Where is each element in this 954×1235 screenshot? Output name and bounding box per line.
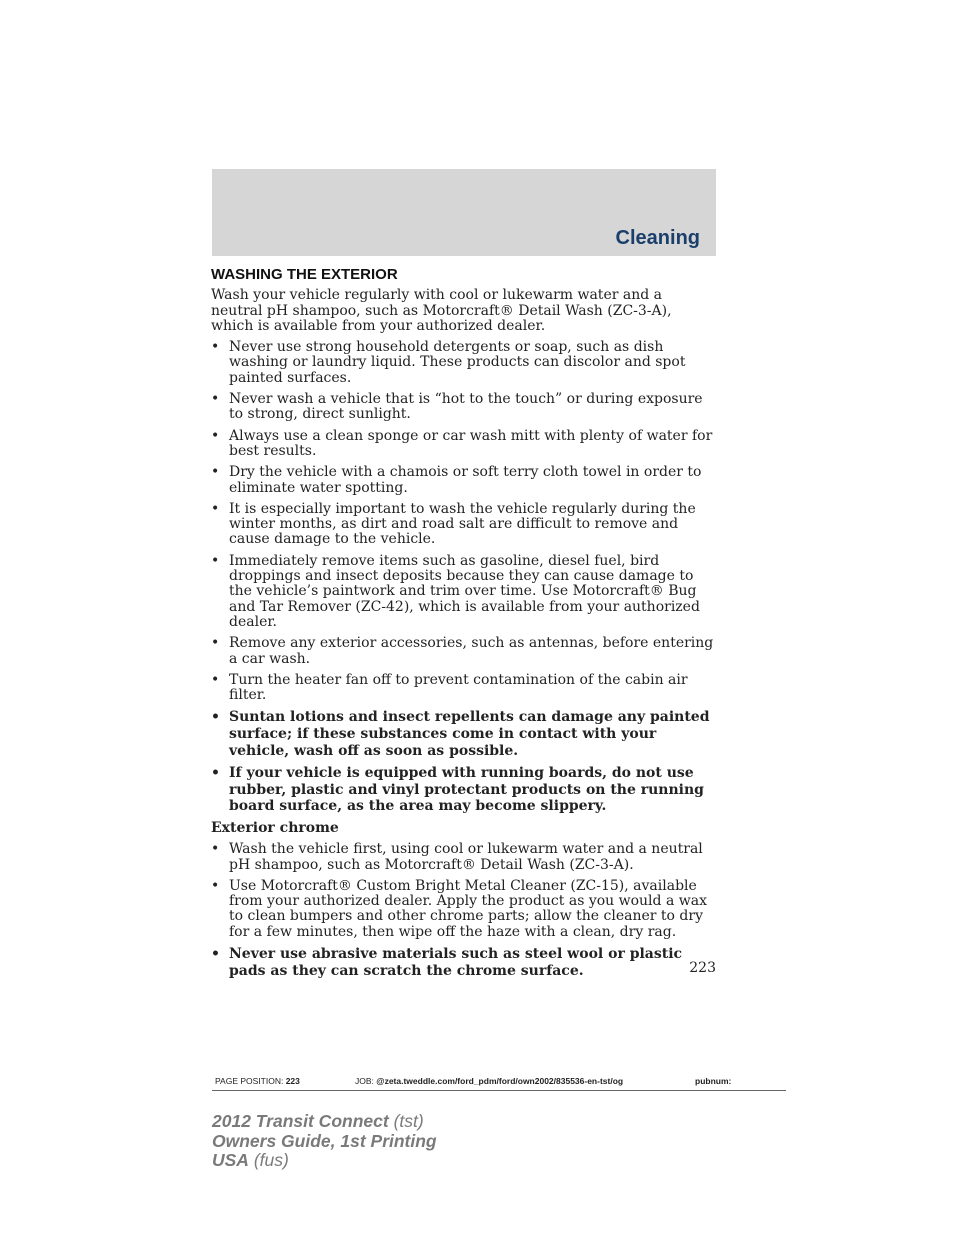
list-item [211, 842, 716, 873]
list-item-text: Always use a clean sponge or car wash mitt with plenty of water for best results. [229, 427, 713, 459]
section-heading: WASHING THE EXTERIOR [211, 266, 398, 283]
bullet-dot: • [211, 391, 220, 408]
intro-paragraph: Wash your vehicle regularly with cool or lukewarm water and a neutral pH shampoo, such as Motorcraft® Detail Wash (ZC-3-A), which is available from your authorized dealer. [211, 287, 672, 334]
bullet-dot: • [211, 877, 220, 894]
list-item-text: Never use abrasive materials such as steel wool or plastic pads as they can scratch the chrome surface. [229, 946, 683, 979]
list-item [211, 465, 716, 496]
footer-divider [212, 1090, 786, 1091]
bullet-dot: • [211, 552, 220, 569]
list-item [211, 765, 716, 815]
bullet-dot: • [211, 427, 220, 444]
bullet-dot: • [211, 765, 220, 782]
bullet-dot: • [211, 339, 220, 356]
list-item-text: If your vehicle is equipped with running boards, do not use rubber, plastic and vinyl protectant products on the running board surface, as the area may become slippery. [229, 765, 704, 815]
list-item-text: Use Motorcraft® Custom Bright Metal Cleaner (ZC-15), available from your authorized dealer. Apply the product as you would a wax to clean bumpers and other chrome parts; allow the cleaner to dry for a few minutes, then wipe off the haze with a clean, dry rag. [229, 877, 707, 940]
page-position: PAGE POSITION: 223 [215, 1076, 300, 1086]
list-item [211, 636, 716, 667]
list-item-text: Dry the vehicle with a chamois or soft terry cloth towel in order to eliminate water spotting. [229, 464, 702, 496]
list-item [211, 879, 716, 940]
guide-edition: Owners Guide, 1st Printing [212, 1130, 437, 1151]
model-code: (tst) [393, 1111, 424, 1131]
bullet-dot: • [211, 709, 220, 726]
bullet-dot: • [211, 635, 220, 652]
chapter-header-band [212, 169, 716, 256]
list-item [211, 709, 716, 759]
model-name: 2012 Transit Connect [212, 1111, 389, 1131]
list-item-text: It is especially important to wash the vehicle regularly during the winter months, as dirt and road salt are difficult to remove and cause damage to the vehicle. [229, 500, 696, 548]
list-item [211, 502, 716, 548]
pubnum: pubnum: [695, 1076, 732, 1086]
list-item [211, 429, 716, 460]
chrome-bullet-list [211, 842, 716, 979]
job-path: JOB: @zeta.tweddle.com/ford_pdm/ford/own2002/835536-en-tst/og [355, 1076, 624, 1086]
bullet-dot: • [211, 946, 220, 963]
market-code: (fus) [253, 1150, 289, 1170]
list-item-text: Never use strong household detergents or soap, such as dish washing or laundry liquid. These products can discolor and spot painted surfaces. [229, 339, 686, 386]
bullet-dot: • [211, 841, 220, 858]
list-item [211, 392, 716, 423]
bullet-dot: • [211, 671, 220, 688]
list-item [211, 673, 716, 704]
list-item-text: Turn the heater fan off to prevent contamination of the cabin air filter. [229, 671, 688, 704]
chapter-title: Cleaning [615, 227, 700, 249]
list-item-text: Never wash a vehicle that is “hot to the touch” or during exposure to strong, direct sunlight. [229, 391, 703, 423]
list-item [211, 554, 716, 630]
page-number: 223 [689, 960, 716, 976]
page-content [211, 267, 716, 985]
exterior-chrome-heading: Exterior chrome [211, 819, 339, 836]
bullet-dot: • [211, 464, 220, 481]
list-item-text: Wash the vehicle first, using cool or lukewarm water and a neutral pH shampoo, such as Motorcraft® Detail Wash (ZC-3-A). [229, 841, 703, 873]
edition-info [212, 1112, 437, 1171]
bullet-dot: • [211, 500, 220, 517]
list-item [211, 340, 716, 386]
list-item-text: Suntan lotions and insect repellents can damage any painted surface; if these substances come in contact with your vehicle, wash off as soon as possible. [229, 709, 710, 759]
list-item-text: Remove any exterior accessories, such as antennas, before entering a car wash. [229, 635, 714, 667]
list-item-text: Immediately remove items such as gasoline, diesel fuel, bird droppings and insect deposits because they can cause damage to the vehicle’s paintwork and trim over time. Use Motorcraft® Bug and Tar Remover (ZC-42), which is available from your authorized dealer. [229, 552, 700, 630]
washing-bullet-list [211, 340, 716, 815]
market-name: USA [212, 1150, 249, 1170]
